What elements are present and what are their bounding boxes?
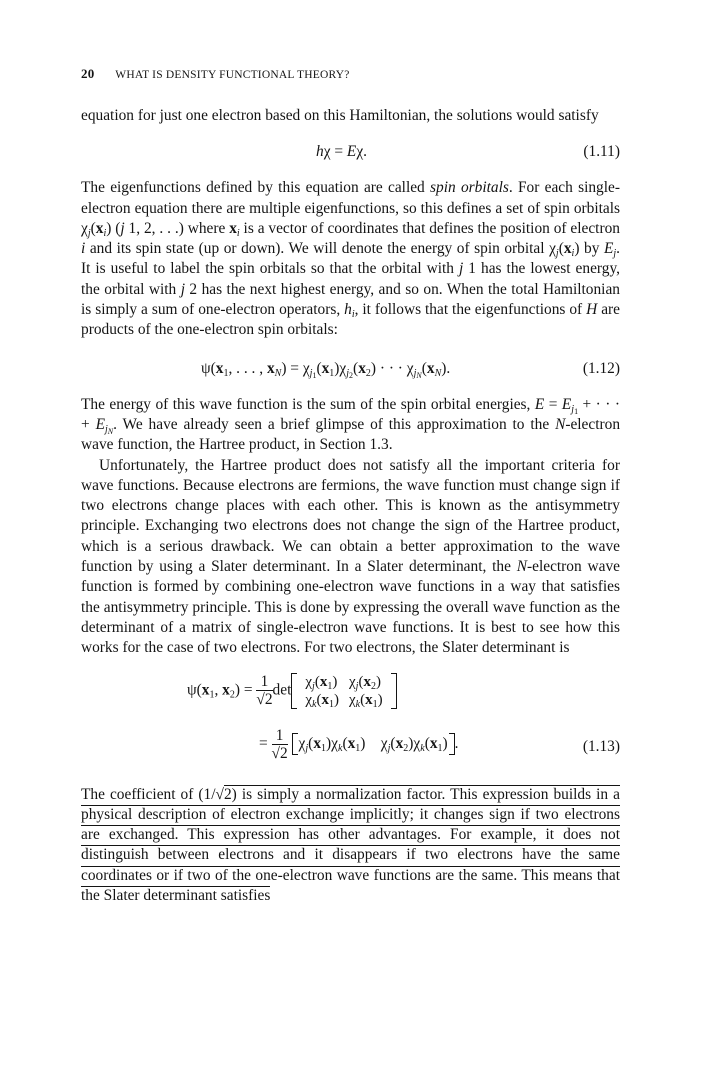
equation-1-12 xyxy=(81,349,620,389)
running-title: WHAT IS DENSITY FUNCTIONAL THEORY? xyxy=(115,69,350,81)
equation-1-12-expression: $\psi(x_1$, . . . , $x_N) = \chi_{j_1}(x_1)\chi_{j_2}(x_2)$ · · · $\chi_{j_N}(x_N)$. xyxy=(201,359,451,380)
paragraph-1: equation for just one electron based on this Hamiltonian, the solutions would satisfy xyxy=(81,107,599,124)
paragraph-3: The energy of this wave function is the sum of the spin orbital energies, $E = E_{j_1}$ + · · · + $E_{j_N}$. We have already seen a brief glimpse of this approximation to the N-electron wave function, the Hartree product, in Section 1.3. xyxy=(81,395,621,454)
equation-number-1-13: (1.13) xyxy=(582,737,620,755)
equation-number-1-11: (1.11) xyxy=(583,143,620,161)
equation-number-1-12: (1.12) xyxy=(582,359,620,377)
paragraph-5: The coefficient of (1/√2) is simply a normalization factor. This expression builds in a physical description of electron exchange implicitly; it changes sign if two electrons are exchanged. This expression has other advantages. For example, it does not distinguish between electrons and it disappears if two electrons have the same coordinates or if two of the one-electron wave functions are the same. This means that the Slater determinant satisfies xyxy=(81,785,620,905)
equation-1-13 xyxy=(81,667,620,779)
page-body xyxy=(81,106,620,906)
page-number: 20 xyxy=(81,66,95,81)
equation-1-11 xyxy=(81,134,620,174)
running-header xyxy=(81,66,350,82)
paragraph-4: Unfortunately, the Hartree product does not satisfy all the important criteria for wave functions. Because electrons are fermions, the wave function must change sign if two electrons change places with each other. This is known as the antisymmetry principle. Exchanging two electrons does not change the sign of the Hartree product, which is a serious drawback. We can obtain a better approximation to the wave function by using a Slater determinant. In a Slater determinant, the N-electron wave function is formed by combining one-electron wave functions in a way that satisfies the antisymmetry principle. This is done by expressing the overall wave function as the determinant of a matrix of single-electron wave functions. It is best to see how this works for the case of two electrons. For two electrons, the Slater determinant is xyxy=(81,456,620,657)
equation-1-11-expression: hχ = Eχ. xyxy=(316,143,368,161)
equation-1-13-line-2: = $\frac{1}{√2}$ $\chi_j(x_1)\chi_k(x_1)$ $\chi_j(x_2)\chi_k(x_1)$ . xyxy=(259,726,459,762)
paragraph-2: The eigenfunctions defined by this equation are called spin orbitals. For each single-electron equation there are multiple eigenfunctions, so this defines a set of spin orbitals $\chi_j(x_i)$ (j 1, 2, . . .) where $x_i$ is a vector of coordinates that defines the position of electron i and its spin state (up or down). We will denote the energy of spin orbital $\chi_j(x_i)$ by $E_j$. It is useful to label the spin orbitals so that the orbital with j 1 has the lowest energy, the orbital with j 2 has the next highest energy, and so on. When the total Hamiltonian is simply a sum of one-electron operators, $h_i$, it follows that the eigenfunctions of H are products of the one-electron spin orbitals: xyxy=(81,179,620,339)
equation-1-13-line-1: $\psi(x_1$, $x_2$) = $\frac{1}{√2}$ det $\chi_j(x_1)$ $\chi_j(x_2)$ $\chi_k(x_1)$ $\chi_k(x_1)$ xyxy=(187,673,397,709)
